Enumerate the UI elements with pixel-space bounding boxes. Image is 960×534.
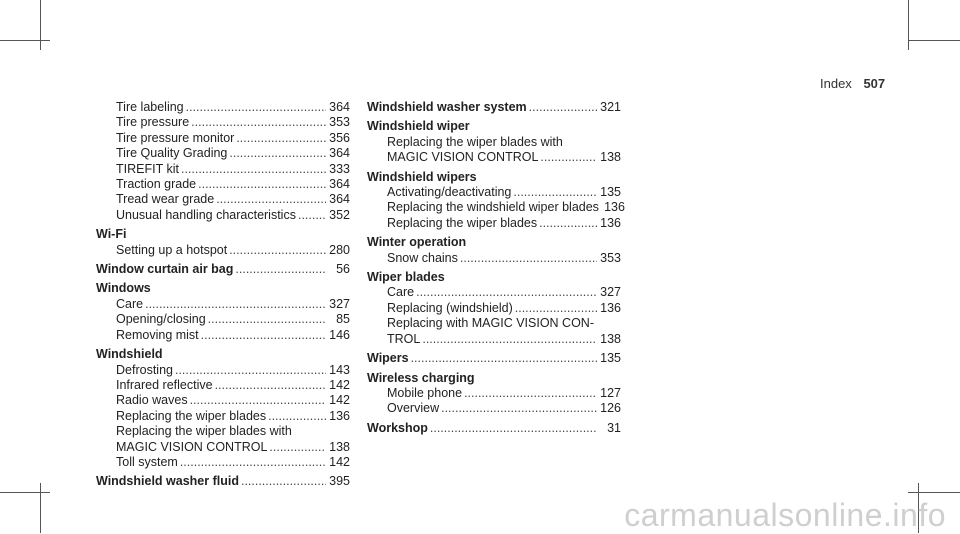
entry-page-number: 142 xyxy=(329,377,350,392)
entry-page-number: 280 xyxy=(329,242,350,257)
entry-page-number: 353 xyxy=(329,115,350,130)
index-heading: Winter operation xyxy=(367,235,467,250)
entry-text: TROL xyxy=(387,331,421,346)
entry-text: Replacing (windshield) xyxy=(387,300,513,315)
dot-leader xyxy=(198,177,326,192)
entry-text: Replacing the wiper blades xyxy=(116,408,267,423)
entry-page-number: 142 xyxy=(329,393,350,408)
dot-leader xyxy=(208,312,326,327)
index-entry-line: Replacing with MAGIC VISION CON- xyxy=(387,316,594,331)
index-heading: Windows xyxy=(96,281,151,296)
dot-leader xyxy=(191,115,326,130)
entry-text: Traction grade xyxy=(116,177,197,192)
index-entry xyxy=(96,328,350,343)
entry-text: Tire pressure xyxy=(116,115,190,130)
entry-text: Replacing the wiper blades xyxy=(387,215,538,230)
dot-leader xyxy=(529,100,597,115)
dot-leader xyxy=(268,409,326,424)
entry-text: Workshop xyxy=(367,420,428,435)
index-entry xyxy=(96,208,350,223)
entry-page-number: 353 xyxy=(600,250,621,265)
dot-leader xyxy=(539,216,597,231)
entry-page-number: 333 xyxy=(329,161,350,176)
entry-text: Windshield washer fluid xyxy=(96,474,239,489)
dot-leader xyxy=(298,208,326,223)
entry-page-number: 31 xyxy=(607,420,621,435)
index-heading: Wi-Fi xyxy=(96,227,127,242)
crop-mark xyxy=(908,492,960,493)
entry-page-number: 364 xyxy=(329,100,350,114)
entry-page-number: 395 xyxy=(329,474,350,489)
entry-text: MAGIC VISION CONTROL xyxy=(387,150,539,165)
index-entry xyxy=(96,146,350,161)
entry-text: Window curtain air bag xyxy=(96,262,234,277)
page-number: 507 xyxy=(863,76,886,91)
crop-mark xyxy=(0,492,50,493)
index-heading: Wireless charging xyxy=(367,370,475,385)
dot-leader xyxy=(460,251,597,266)
dot-leader xyxy=(430,421,597,436)
entry-page-number: 327 xyxy=(600,285,621,300)
dot-leader xyxy=(186,100,326,115)
entry-text: Tire labeling xyxy=(116,100,184,114)
index-entry-line: Replacing the wiper blades with xyxy=(116,424,292,439)
index-entry xyxy=(96,378,350,393)
entry-text: Activating/deactivating xyxy=(387,185,512,200)
index-column-right xyxy=(367,100,625,436)
crop-mark xyxy=(908,40,960,41)
entry-page-number: 352 xyxy=(329,207,350,222)
dot-leader xyxy=(441,401,597,416)
entry-text: Unusual handling characteristics xyxy=(116,207,296,222)
entry-page-number: 364 xyxy=(329,192,350,207)
index-heading xyxy=(367,100,621,115)
entry-text: Opening/closing xyxy=(116,312,206,327)
index-entry xyxy=(96,409,350,424)
entry-page-number: 56 xyxy=(336,262,350,277)
section-title: Index xyxy=(820,76,852,91)
index-entry xyxy=(367,150,621,165)
entry-text: Toll system xyxy=(116,454,178,469)
index-heading: Windshield wiper xyxy=(367,119,470,134)
index-entry xyxy=(96,100,350,115)
entry-text: Replacing the windshield wiper blades xyxy=(387,200,599,215)
dot-leader xyxy=(540,150,597,165)
entry-text: Setting up a hotspot xyxy=(116,242,228,257)
dot-leader xyxy=(513,185,597,200)
index-entry xyxy=(96,162,350,177)
index-entry xyxy=(367,332,621,347)
dot-leader xyxy=(236,131,326,146)
entry-page-number: 356 xyxy=(329,130,350,145)
dot-leader xyxy=(190,393,326,408)
index-entry xyxy=(96,440,350,455)
dot-leader xyxy=(411,351,597,366)
entry-page-number: 136 xyxy=(329,408,350,423)
entry-text: Mobile phone xyxy=(387,385,463,400)
index-entry xyxy=(96,393,350,408)
dot-leader xyxy=(216,192,326,207)
dot-leader xyxy=(229,243,326,258)
dot-leader xyxy=(241,474,326,489)
entry-page-number: 143 xyxy=(329,362,350,377)
index-heading: Windshield wipers xyxy=(367,169,477,184)
index-entry xyxy=(96,243,350,258)
index-entry xyxy=(96,455,350,470)
dot-leader xyxy=(175,363,326,378)
dot-leader xyxy=(235,262,326,277)
entry-text: Windshield washer system xyxy=(367,100,527,114)
dot-leader xyxy=(181,162,326,177)
entry-page-number: 142 xyxy=(329,454,350,469)
entry-page-number: 146 xyxy=(329,327,350,342)
index-entry xyxy=(367,200,625,215)
dot-leader xyxy=(416,285,597,300)
index-heading: Windshield xyxy=(96,347,163,362)
crop-mark xyxy=(908,0,909,50)
index-heading xyxy=(367,421,621,436)
index-entry xyxy=(96,192,350,207)
index-entry-line: Replacing the wiper blades with xyxy=(387,134,563,149)
dot-leader xyxy=(215,378,326,393)
entry-page-number: 138 xyxy=(600,331,621,346)
index-entry xyxy=(367,251,621,266)
entry-page-number: 327 xyxy=(329,296,350,311)
entry-text: Snow chains xyxy=(387,250,458,265)
entry-text: Overview xyxy=(387,401,440,416)
dot-leader xyxy=(422,332,597,347)
entry-page-number: 136 xyxy=(600,300,621,315)
index-entry xyxy=(96,115,350,130)
dot-leader xyxy=(229,146,326,161)
entry-page-number: 135 xyxy=(600,351,621,366)
entry-text: Radio waves xyxy=(116,393,188,408)
index-entry xyxy=(367,285,621,300)
index-heading xyxy=(96,262,350,277)
dot-leader xyxy=(180,455,326,470)
entry-text: TIREFIT kit xyxy=(116,161,179,176)
index-heading: Wiper blades xyxy=(367,270,445,285)
index-column-left xyxy=(96,100,350,490)
entry-text: MAGIC VISION CONTROL xyxy=(116,439,268,454)
entry-text: Tire pressure monitor xyxy=(116,130,235,145)
index-heading xyxy=(367,351,621,366)
entry-page-number: 138 xyxy=(329,439,350,454)
index-heading xyxy=(96,474,350,489)
entry-page-number: 364 xyxy=(329,146,350,161)
crop-mark xyxy=(40,0,41,50)
crop-mark xyxy=(0,40,50,41)
entry-text: Tread wear grade xyxy=(116,192,215,207)
index-entry xyxy=(96,297,350,312)
index-entry xyxy=(367,216,621,231)
dot-leader xyxy=(145,297,326,312)
entry-text: Infrared reflective xyxy=(116,377,213,392)
entry-page-number: 135 xyxy=(600,185,621,200)
index-entry xyxy=(96,131,350,146)
page-header xyxy=(820,76,960,96)
entry-page-number: 138 xyxy=(600,150,621,165)
index-entry xyxy=(367,185,621,200)
entry-text: Removing mist xyxy=(116,327,199,342)
entry-text: Wipers xyxy=(367,351,409,366)
entry-text: Care xyxy=(116,296,144,311)
dot-leader xyxy=(515,301,597,316)
entry-text: Defrosting xyxy=(116,362,173,377)
index-entry xyxy=(96,363,350,378)
dot-leader xyxy=(269,440,326,455)
index-entry xyxy=(367,401,621,416)
entry-text: Tire Quality Grading xyxy=(116,146,228,161)
entry-page-number: 364 xyxy=(329,177,350,192)
entry-page-number: 136 xyxy=(604,200,625,215)
dot-leader xyxy=(201,328,326,343)
entry-page-number: 85 xyxy=(336,312,350,327)
dot-leader xyxy=(464,386,597,401)
entry-page-number: 126 xyxy=(600,401,621,416)
index-entry xyxy=(96,312,350,327)
index-entry xyxy=(96,177,350,192)
entry-text: Care xyxy=(387,285,415,300)
entry-page-number: 136 xyxy=(600,215,621,230)
index-entry xyxy=(367,386,621,401)
watermark: carmanualsonline.info xyxy=(624,497,946,533)
entry-page-number: 321 xyxy=(600,100,621,114)
index-entry xyxy=(367,301,621,316)
entry-page-number: 127 xyxy=(600,385,621,400)
